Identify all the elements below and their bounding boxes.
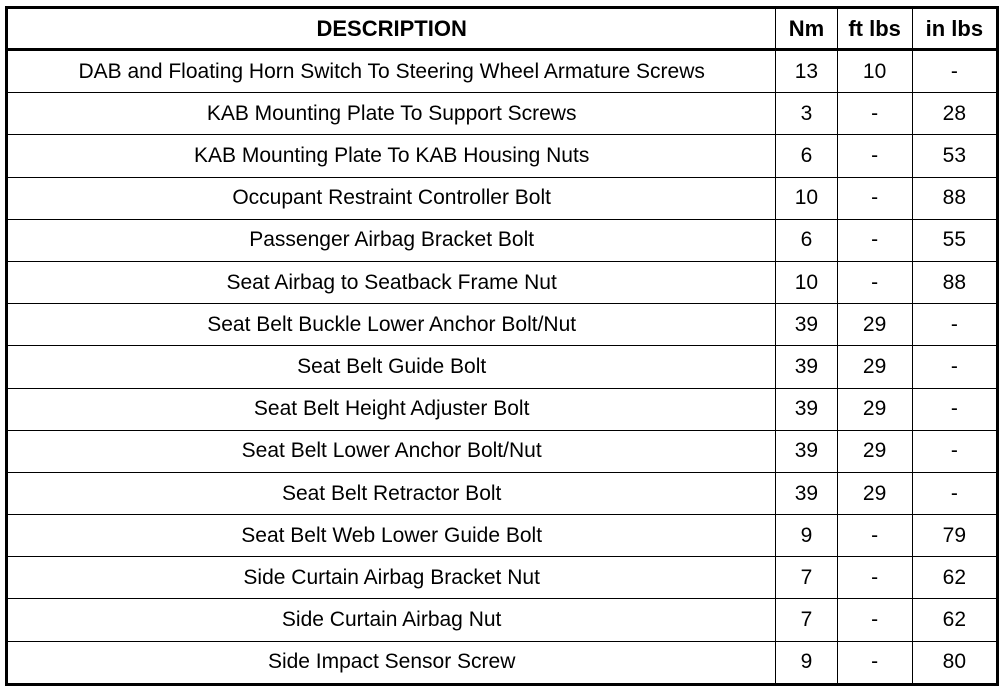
table-row — [7, 261, 998, 303]
cell-description: Seat Belt Lower Anchor Bolt/Nut — [7, 430, 776, 472]
table-row — [7, 93, 998, 135]
cell-ft-lbs: - — [837, 599, 912, 641]
table-row — [7, 472, 998, 514]
cell-ft-lbs: 29 — [837, 346, 912, 388]
table-row — [7, 515, 998, 557]
cell-description: Seat Belt Height Adjuster Bolt — [7, 388, 776, 430]
torque-spec-table — [5, 6, 999, 686]
cell-description: Passenger Airbag Bracket Bolt — [7, 219, 776, 261]
cell-nm: 6 — [776, 219, 837, 261]
table-header — [7, 8, 998, 50]
table-row — [7, 641, 998, 684]
cell-in-lbs: - — [912, 472, 997, 514]
cell-description: Seat Belt Web Lower Guide Bolt — [7, 515, 776, 557]
cell-nm: 9 — [776, 515, 837, 557]
cell-ft-lbs: 29 — [837, 388, 912, 430]
table-row — [7, 346, 998, 388]
cell-ft-lbs: 29 — [837, 472, 912, 514]
cell-in-lbs: 88 — [912, 177, 997, 219]
cell-ft-lbs: - — [837, 515, 912, 557]
header-row — [7, 8, 998, 50]
header-description: DESCRIPTION — [7, 8, 776, 50]
table-row — [7, 135, 998, 177]
cell-ft-lbs: 29 — [837, 430, 912, 472]
cell-nm: 10 — [776, 261, 837, 303]
cell-in-lbs: 80 — [912, 641, 997, 684]
table-row — [7, 50, 998, 93]
header-ft-lbs: ft lbs — [837, 8, 912, 50]
cell-nm: 39 — [776, 430, 837, 472]
cell-in-lbs: 79 — [912, 515, 997, 557]
cell-in-lbs: 28 — [912, 93, 997, 135]
cell-description: Seat Belt Buckle Lower Anchor Bolt/Nut — [7, 304, 776, 346]
cell-ft-lbs: - — [837, 177, 912, 219]
cell-in-lbs: - — [912, 346, 997, 388]
table-row — [7, 388, 998, 430]
cell-in-lbs: 53 — [912, 135, 997, 177]
cell-nm: 10 — [776, 177, 837, 219]
cell-ft-lbs: - — [837, 261, 912, 303]
cell-ft-lbs: 10 — [837, 50, 912, 93]
cell-in-lbs: - — [912, 50, 997, 93]
cell-nm: 39 — [776, 472, 837, 514]
cell-nm: 7 — [776, 599, 837, 641]
cell-ft-lbs: 29 — [837, 304, 912, 346]
cell-in-lbs: 55 — [912, 219, 997, 261]
cell-ft-lbs: - — [837, 219, 912, 261]
cell-in-lbs: - — [912, 388, 997, 430]
table-row — [7, 599, 998, 641]
table-row — [7, 557, 998, 599]
cell-description: Seat Belt Retractor Bolt — [7, 472, 776, 514]
cell-description: Side Impact Sensor Screw — [7, 641, 776, 684]
cell-nm: 6 — [776, 135, 837, 177]
table-body — [7, 50, 998, 685]
cell-in-lbs: - — [912, 304, 997, 346]
cell-nm: 3 — [776, 93, 837, 135]
cell-in-lbs: 62 — [912, 557, 997, 599]
cell-ft-lbs: - — [837, 641, 912, 684]
cell-description: Side Curtain Airbag Bracket Nut — [7, 557, 776, 599]
cell-in-lbs: 62 — [912, 599, 997, 641]
table-row — [7, 219, 998, 261]
cell-nm: 39 — [776, 388, 837, 430]
cell-description: Seat Belt Guide Bolt — [7, 346, 776, 388]
cell-description: KAB Mounting Plate To KAB Housing Nuts — [7, 135, 776, 177]
header-nm: Nm — [776, 8, 837, 50]
cell-ft-lbs: - — [837, 557, 912, 599]
cell-nm: 39 — [776, 304, 837, 346]
cell-ft-lbs: - — [837, 93, 912, 135]
cell-nm: 13 — [776, 50, 837, 93]
cell-description: Side Curtain Airbag Nut — [7, 599, 776, 641]
cell-description: Seat Airbag to Seatback Frame Nut — [7, 261, 776, 303]
header-in-lbs: in lbs — [912, 8, 997, 50]
table-row — [7, 177, 998, 219]
cell-description: KAB Mounting Plate To Support Screws — [7, 93, 776, 135]
cell-ft-lbs: - — [837, 135, 912, 177]
cell-nm: 7 — [776, 557, 837, 599]
cell-in-lbs: 88 — [912, 261, 997, 303]
cell-description: Occupant Restraint Controller Bolt — [7, 177, 776, 219]
cell-nm: 39 — [776, 346, 837, 388]
table-row — [7, 430, 998, 472]
cell-description: DAB and Floating Horn Switch To Steering Wheel Armature Screws — [7, 50, 776, 93]
cell-nm: 9 — [776, 641, 837, 684]
table-row — [7, 304, 998, 346]
cell-in-lbs: - — [912, 430, 997, 472]
